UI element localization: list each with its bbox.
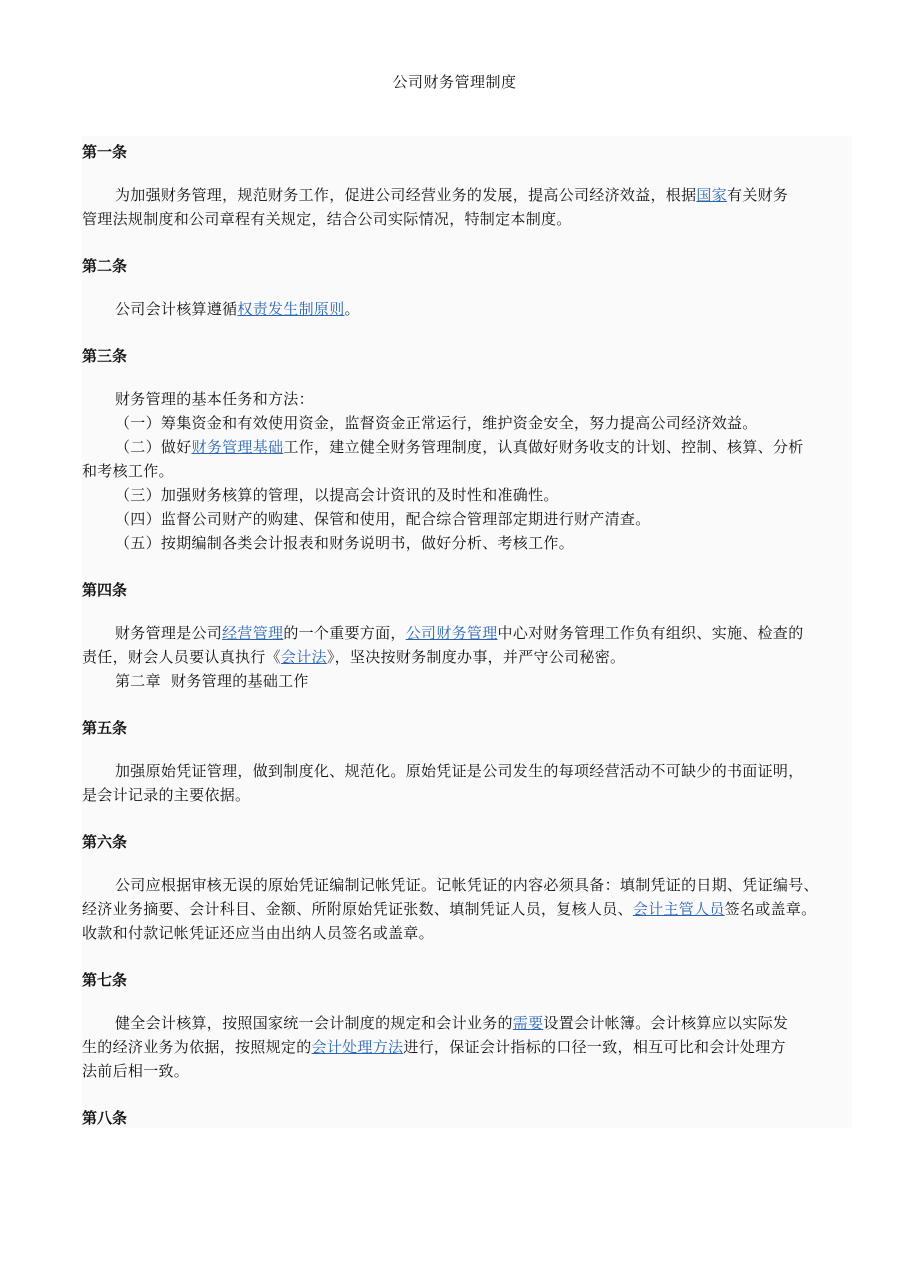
- article-3-item-2: （二）做好财务管理基础工作，建立健全财务管理制度，认真做好财务收支的计划、控制、核算、分析: [115, 438, 804, 456]
- document-title: 公司财务管理制度: [392, 73, 517, 91]
- article-7-line-2: 生的经济业务为依据，按照规定的会计处理方法进行，保证会计指标的口径一致，相互可比和会计处理方: [82, 1038, 786, 1056]
- article-2-line-1: 公司会计核算遵循权责发生制原则。: [115, 300, 360, 318]
- article-3-item-1: （一）筹集资金和有效使用资金，监督资金正常运行，维护资金安全，努力提高公司经济效益。: [115, 414, 758, 432]
- link-business-management[interactable]: 经营管理: [222, 624, 284, 642]
- article-2-heading: 第二条: [82, 257, 128, 275]
- article-3-item-3: （三）加强财务核算的管理，以提高会计资讯的及时性和准确性。: [115, 486, 559, 504]
- article-1-line-2: 管理法规制度和公司章程有关规定，结合公司实际情况，特制定本制度。: [82, 210, 572, 228]
- article-8-heading: 第八条: [82, 1109, 128, 1127]
- article-5-line-2: 是会计记录的主要依据。: [82, 786, 251, 804]
- article-1-line-1: 为加强财务管理，规范财务工作，促进公司经营业务的发展，提高公司经济效益，根据国家有关财务: [115, 186, 789, 204]
- article-6-line-1: 公司应根据审核无误的原始凭证编制记帐凭证。记帐凭证的内容必须具备：填制凭证的日期、凭证编号、: [115, 876, 819, 894]
- article-4-line-1: 财务管理是公司经营管理的一个重要方面，公司财务管理中心对财务管理工作负有组织、实施、检查的: [115, 624, 804, 642]
- article-3-item-2-cont: 和考核工作。: [82, 462, 174, 480]
- document-body: [82, 136, 852, 1128]
- article-7-line-3: 法前后相一致。: [82, 1062, 190, 1080]
- link-accounting-method[interactable]: 会计处理方法: [311, 1038, 404, 1056]
- article-6-line-2: 经济业务摘要、会计科目、金额、所附原始凭证张数、填制凭证人员，复核人员、会计主管人员签名或盖章。: [82, 900, 817, 918]
- link-company-finance-management[interactable]: 公司财务管理: [405, 624, 498, 642]
- link-finance-basics[interactable]: 财务管理基础: [191, 438, 284, 456]
- chapter-2-title: 第二章 财务管理的基础工作: [115, 672, 309, 690]
- article-6-heading: 第六条: [82, 833, 128, 851]
- article-4-heading: 第四条: [82, 581, 128, 599]
- article-3-item-4: （四）监督公司财产的购建、保管和使用，配合综合管理部定期进行财产清查。: [115, 510, 651, 528]
- article-5-heading: 第五条: [82, 719, 128, 737]
- link-accounting-supervisor[interactable]: 会计主管人员: [632, 900, 725, 918]
- link-guojia[interactable]: 国家: [696, 186, 728, 204]
- article-3-item-5: （五）按期编制各类会计报表和财务说明书，做好分析、考核工作。: [115, 534, 575, 552]
- link-needs[interactable]: 需要: [512, 1014, 544, 1032]
- article-7-heading: 第七条: [82, 971, 128, 989]
- article-3-line-1: 财务管理的基本任务和方法：: [115, 390, 314, 408]
- article-7-line-1: 健全会计核算，按照国家统一会计制度的规定和会计业务的需要设置会计帐簿。会计核算应以实际发: [115, 1014, 789, 1032]
- article-3-heading: 第三条: [82, 347, 128, 365]
- link-accrual-principle[interactable]: 权责发生制原则: [237, 300, 345, 318]
- article-5-line-1: 加强原始凭证管理，做到制度化、规范化。原始凭证是公司发生的每项经营活动不可缺少的书面证明，: [115, 762, 804, 780]
- article-6-line-3: 收款和付款记帐凭证还应当由出纳人员签名或盖章。: [82, 924, 434, 942]
- article-1-heading: 第一条: [82, 143, 128, 161]
- article-4-line-2: 责任，财会人员要认真执行《会计法》，坚决按财务制度办事，并严守公司秘密。: [82, 648, 626, 666]
- link-accounting-law[interactable]: 会计法: [280, 648, 327, 666]
